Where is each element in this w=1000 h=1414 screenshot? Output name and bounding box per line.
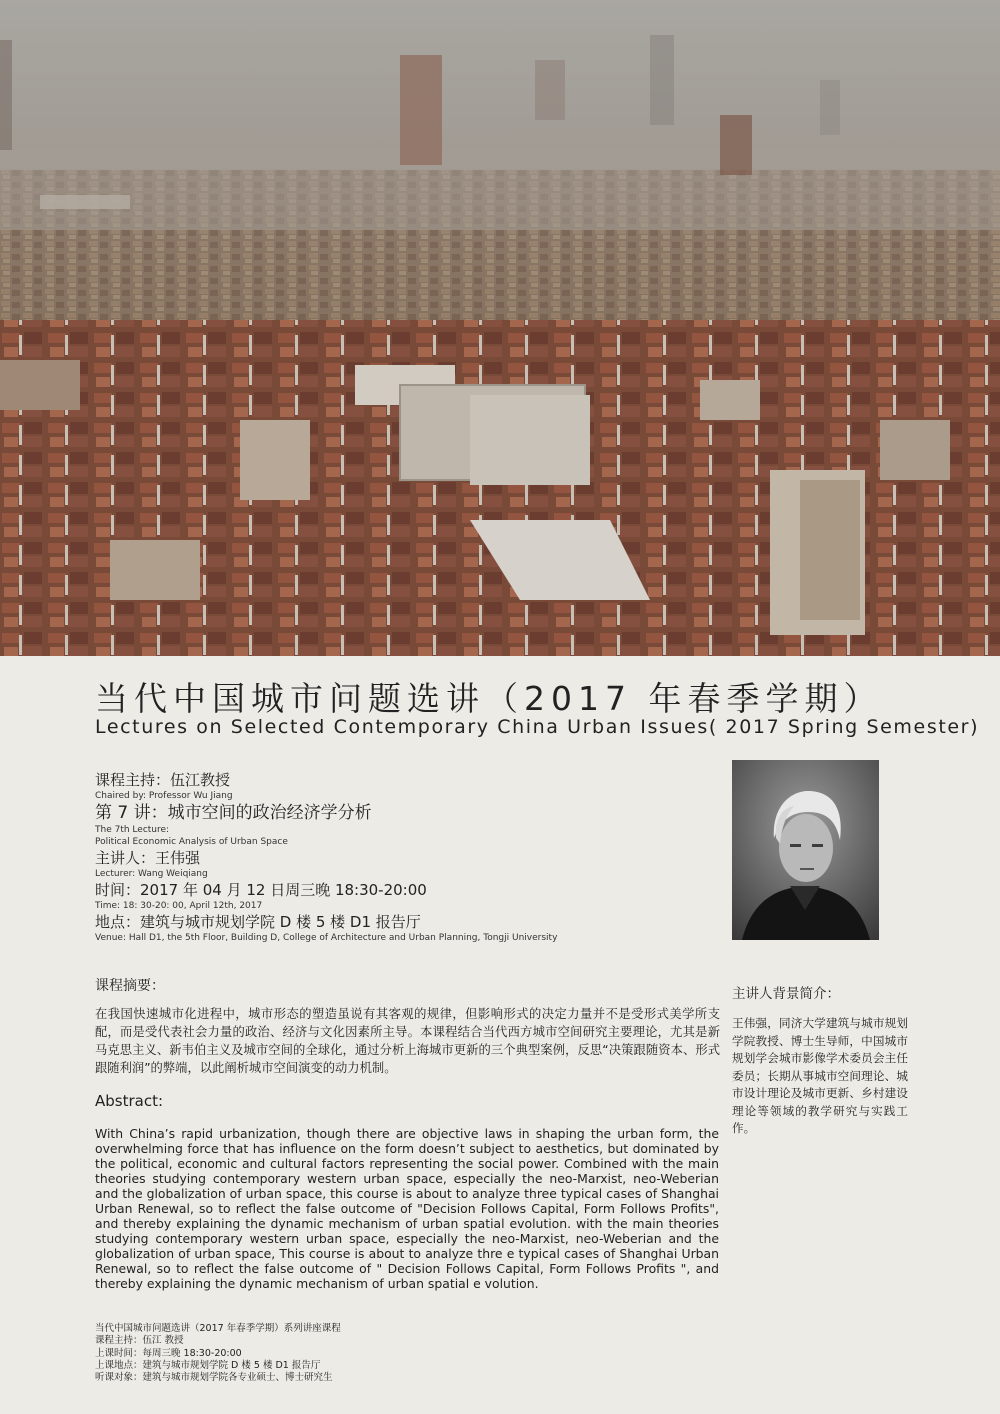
lecture-info (95, 770, 715, 944)
footer-location: 上课地点：建筑与城市规划学院 D 楼 5 楼 D1 报告厅 (95, 1359, 321, 1371)
abstract-heading: Abstract: (95, 1092, 164, 1110)
lecturer-en: Lecturer: Wang Weiqiang (95, 869, 208, 879)
lecture-title-cn: 第 7 讲：城市空间的政治经济学分析 (95, 803, 372, 823)
venue-cn: 地点：建筑与城市规划学院 D 楼 5 楼 D1 报告厅 (95, 913, 421, 931)
lecturer-cn: 主讲人：王伟强 (95, 849, 201, 867)
lecturer-portrait-photo (732, 760, 879, 940)
portrait-illustration (732, 760, 879, 940)
title-english: Lectures on Selected Contemporary China Urban Issues( 2017 Spring Semester) (95, 716, 980, 738)
lecture-title-en: Political Economic Analysis of Urban Space (95, 837, 288, 847)
time-cn: 时间：2017 年 04 月 12 日周三晚 18:30-20:00 (95, 881, 427, 899)
city-aerial-illustration (0, 0, 1000, 656)
footer-time: 上课时间：每周三晚 18:30-20:00 (95, 1347, 242, 1359)
venue-en: Venue: Hall D1, the 5th Floor, Building D, College of Architecture and Urban Planning, Tongji University (95, 933, 558, 943)
footer-series: 当代中国城市问题选讲（2017 年春季学期）系列讲座课程 (95, 1323, 341, 1334)
course-footer (95, 1323, 595, 1384)
chair-en: Chaired by: Professor Wu Jiang (95, 791, 233, 801)
chair-cn: 课程主持：伍江教授 (95, 771, 231, 789)
title-chinese: 当代中国城市问题选讲（2017 年春季学期） (95, 679, 883, 718)
bio-body: 王伟强，同济大学建筑与城市规划学院教授、博士生导师，中国城市规划学会城市影像学术委员会主任委员；长期从事城市空间理论、城市设计理论及城市更新、乡村建设理论等领域的教学研究与实践工作。 (732, 1016, 908, 1135)
city-aerial-photo (0, 0, 1000, 656)
footer-chair: 课程主持：伍江 教授 (95, 1335, 184, 1347)
summary-body: 在我国快速城市化进程中，城市形态的塑造虽说有其客观的规律，但影响形式的决定力量并不是受形式美学所支配，而是受代表社会力量的政治、经济与文化因素所主导。本课程结合当代西方城市空间研究主要理论，尤其是新马克思主义、新韦伯主义及城市空间的全球化，通过分析上海城市更新的三个典型案例，反思“决策跟随资本、形式跟随利润”的弊端，以此阐析城市空间演变的动力机制。 (95, 1007, 720, 1075)
summary-heading: 课程摘要： (95, 978, 165, 994)
time-en: Time: 18: 30-20: 00, April 12th, 2017 (95, 901, 263, 911)
bio-heading: 主讲人背景简介： (732, 986, 840, 1002)
lecture-number-en: The 7th Lecture: (95, 825, 170, 835)
abstract-body: With China’s rapid urbanization, though there are objective laws in shaping the urban form, the overwhelming force that has influence on the form doesn’t subject to aesthetics, but dominated by the political, economic and cultural factors representing the social power. Combined with the main theories studying contemporary western urban space, especially the neo-Marxist, neo-Weberian and the globalization of urban space, this course is about to analyze three typical cases of Shanghai Urban Renewal, so to reflect the false outcome of "Decision Follows Capital, Form Follows Profits", and thereby explaining the dynamic mechanism of urban spatial evolution. with the main theories studying contemporary western urban space, especially the neo-Marxist, neo-Weberian and the globalization of urban space, This course is about to analyze thre e typical cases of Shanghai Urban Renewal, so to reflect the false outcome of " Decision Follows Capital, Form Follows Profits ", and thereby explaining the dynamic mechanism of urban spatial e volution. (95, 1126, 719, 1291)
footer-audience: 听课对象：建筑与城市规划学院各专业硕士、博士研究生 (95, 1372, 333, 1384)
